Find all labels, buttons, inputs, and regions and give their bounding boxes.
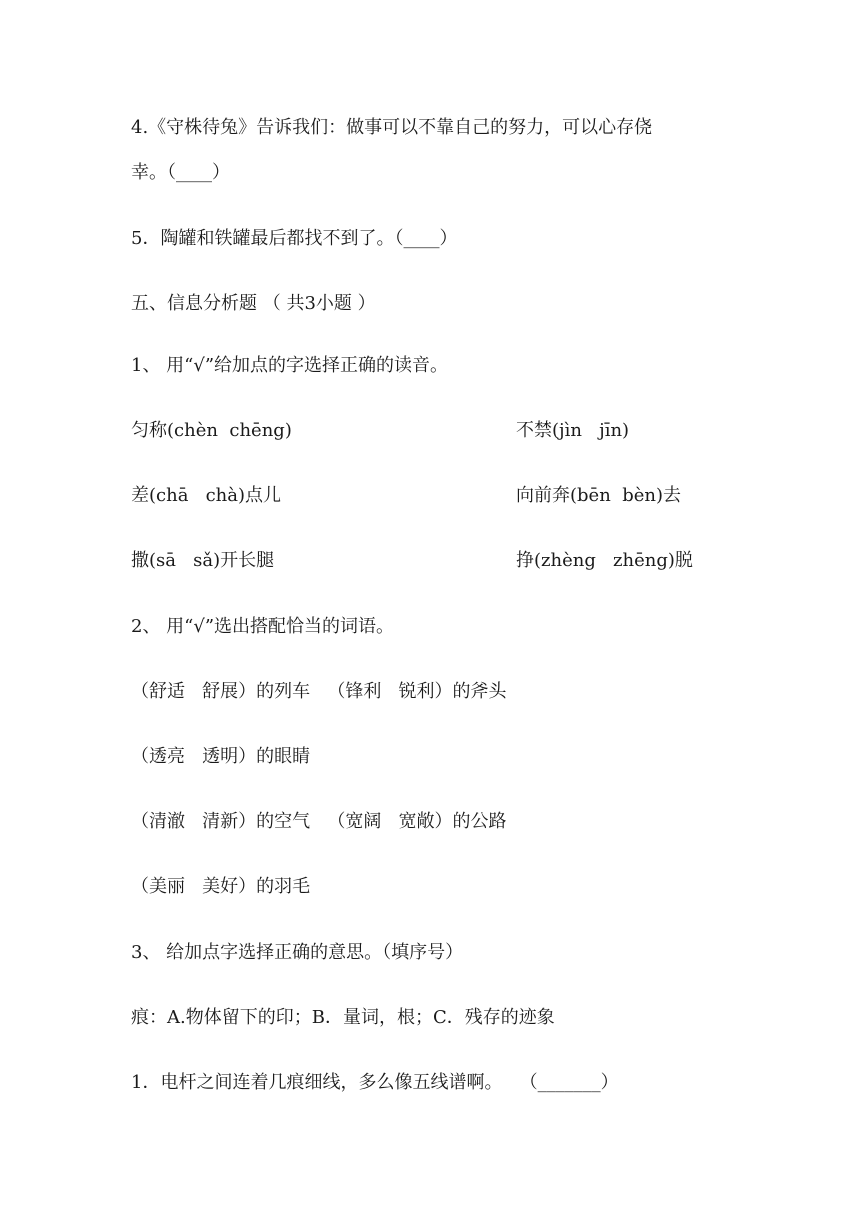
q1-row-3-left: 撒(sā sǎ)开长腿 (131, 550, 275, 571)
q1-row-3-right: 挣(zhèng zhēng)脱 (516, 550, 693, 571)
q2-line-3: （清澈 清新）的空气 （宽阔 宽敞）的公路 (131, 811, 507, 832)
question-5: 5．陶罐和铁罐最后都找不到了。（____） (131, 228, 458, 249)
q1-prompt: 1、 用“√”给加点的字选择正确的读音。 (131, 355, 449, 376)
q3-prompt: 3、 给加点字选择正确的意思。（填序号） (131, 942, 464, 963)
q3-item-1: 1．电杆之间连着几痕细线，多么像五线谱啊。 （_______） (131, 1072, 619, 1093)
q1-row-2-right: 向前奔(bēn bèn)去 (516, 485, 682, 506)
q2-line-4: （美丽 美好）的羽毛 (131, 876, 311, 897)
section-heading: 五、信息分析题 （ 共3小题 ） (131, 293, 376, 314)
q3-definition: 痕：A.物体留下的印；B．量词，根；C．残存的迹象 (131, 1007, 555, 1028)
question-4-line-1: 4.《守株待兔》告诉我们：做事可以不靠自己的努力，可以心存侥 (131, 117, 653, 138)
q2-line-1: （舒适 舒展）的列车 （锋利 锐利）的斧头 (131, 681, 507, 702)
question-4-line-2: 幸。（____） (131, 162, 230, 183)
q1-row-1-right: 不禁(jìn jīn) (516, 420, 630, 441)
q2-line-2: （透亮 透明）的眼睛 (131, 746, 311, 767)
q1-row-2-left: 差(chā chà)点儿 (131, 485, 282, 506)
q2-prompt: 2、 用“√”选出搭配恰当的词语。 (131, 616, 395, 637)
q1-row-1-left: 匀称(chèn chēng) (131, 420, 292, 441)
